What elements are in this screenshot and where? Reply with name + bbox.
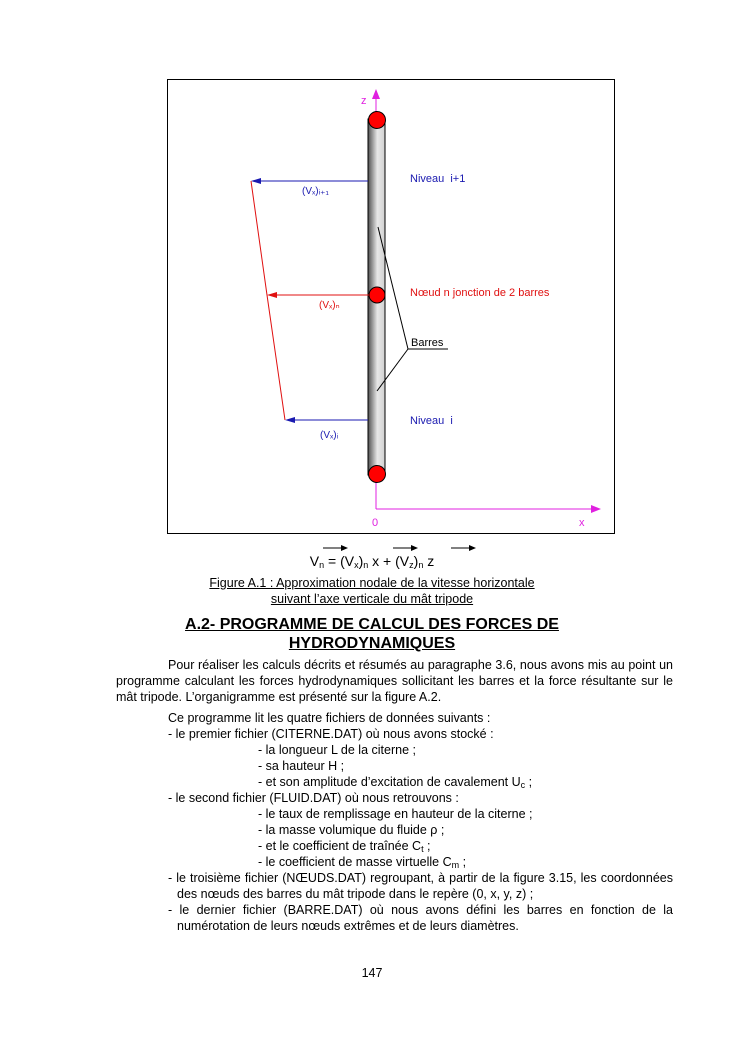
list-item: - le dernier fichier (BARRE.DAT) où nous avons défini les barres en fonction de la numérotation de leurs nœuds extrêmes et de leurs diamètres. bbox=[168, 903, 673, 933]
list-item: - le troisième fichier (NŒUDS.DAT) regroupant, à partir de la figure 3.15, les coordonnées des nœuds des barres du mât tripode dans le repère (0, x, y, z) ; bbox=[168, 871, 673, 901]
list-subitem bbox=[168, 838, 673, 854]
subitem-end: ; bbox=[423, 839, 431, 853]
page-number: 147 bbox=[361, 966, 383, 980]
heading-line-1: A.2- PROGRAMME DE CALCUL DES FORCES DE bbox=[185, 616, 559, 633]
eq-sub-n2: n bbox=[363, 560, 369, 570]
list-subitem: - le taux de remplissage en hauteur de la citerne ; bbox=[258, 807, 533, 821]
velocity-label-top: (Vₓ)ᵢ₊₁ bbox=[302, 186, 329, 197]
eq-part2: x + (V bbox=[368, 553, 410, 569]
niveau-top-label: Niveau i+1 bbox=[410, 173, 466, 185]
heading-line-2: HYDRODYNAMIQUES bbox=[288, 635, 456, 652]
caption-line-2: suivant l’axe verticale du mât tripode bbox=[270, 592, 474, 606]
velocity-label-middle: (Vₓ)ₙ bbox=[319, 300, 340, 311]
node-middle bbox=[369, 287, 385, 303]
list-subitem bbox=[168, 854, 673, 870]
list-item: - le premier fichier (CITERNE.DAT) où nous avons stocké : bbox=[168, 727, 494, 741]
list-subitem bbox=[168, 774, 673, 790]
eq-part3: z bbox=[423, 553, 435, 569]
eq-sub-n3: n bbox=[418, 560, 424, 570]
subitem-text: - et le coefficient de traînée C bbox=[258, 839, 422, 853]
eq-close1: ) bbox=[358, 553, 364, 569]
subitem-text: - et son amplitude d’excitation de cavalement U bbox=[258, 775, 521, 789]
barres-label: Barres bbox=[411, 337, 444, 349]
caption-line-1: Figure A.1 : Approximation nodale de la vitesse horizontale bbox=[209, 576, 535, 590]
niveau-bottom-label: Niveau i bbox=[410, 415, 453, 427]
eq-part1: = (V bbox=[324, 553, 355, 569]
list-intro: Ce programme lit les quatre fichiers de données suivants : bbox=[168, 711, 491, 725]
node-junction-label: Nœud n jonction de 2 barres bbox=[410, 287, 550, 299]
eq-close2: ) bbox=[413, 553, 419, 569]
intro-paragraph: Pour réaliser les calculs décrits et résumés au paragraphe 3.6, nous avons mis au point un programme calculant les forces hydrodynamiques sollicitant les barres et la force résultante sur le mât tripode. L’organigramme est présenté sur la figure A.2. bbox=[116, 658, 673, 704]
eq-sub-z: z bbox=[409, 560, 414, 570]
figure-frame bbox=[168, 80, 615, 534]
list-subitem: - sa hauteur H ; bbox=[258, 759, 345, 773]
file-list bbox=[168, 710, 673, 934]
node-bottom bbox=[369, 466, 386, 483]
subscript-c: c bbox=[520, 780, 526, 790]
subitem-text: - le coefficient de masse virtuelle C bbox=[258, 855, 452, 869]
eq-v: V bbox=[309, 553, 320, 569]
z-axis-label: z bbox=[361, 95, 367, 107]
x-axis-label: x bbox=[579, 517, 585, 529]
subitem-end: ; bbox=[459, 855, 467, 869]
section-heading bbox=[0, 615, 744, 653]
velocity-label-bottom: (Vₓ)ᵢ bbox=[320, 430, 339, 441]
list-subitem: - la longueur L de la citerne ; bbox=[258, 743, 416, 757]
figure-caption bbox=[0, 575, 744, 607]
node-top bbox=[369, 112, 386, 129]
list-item: - le second fichier (FLUID.DAT) où nous retrouvons : bbox=[168, 791, 459, 805]
list-subitem: - la masse volumique du fluide ρ ; bbox=[258, 823, 445, 837]
subscript-m: m bbox=[451, 860, 460, 870]
eq-sub-x: x bbox=[354, 560, 359, 570]
subitem-end: ; bbox=[525, 775, 533, 789]
origin-label: 0 bbox=[372, 517, 379, 529]
figure-a1 bbox=[167, 79, 615, 534]
subscript-t: t bbox=[421, 844, 424, 854]
eq-sub-n: n bbox=[319, 560, 325, 570]
